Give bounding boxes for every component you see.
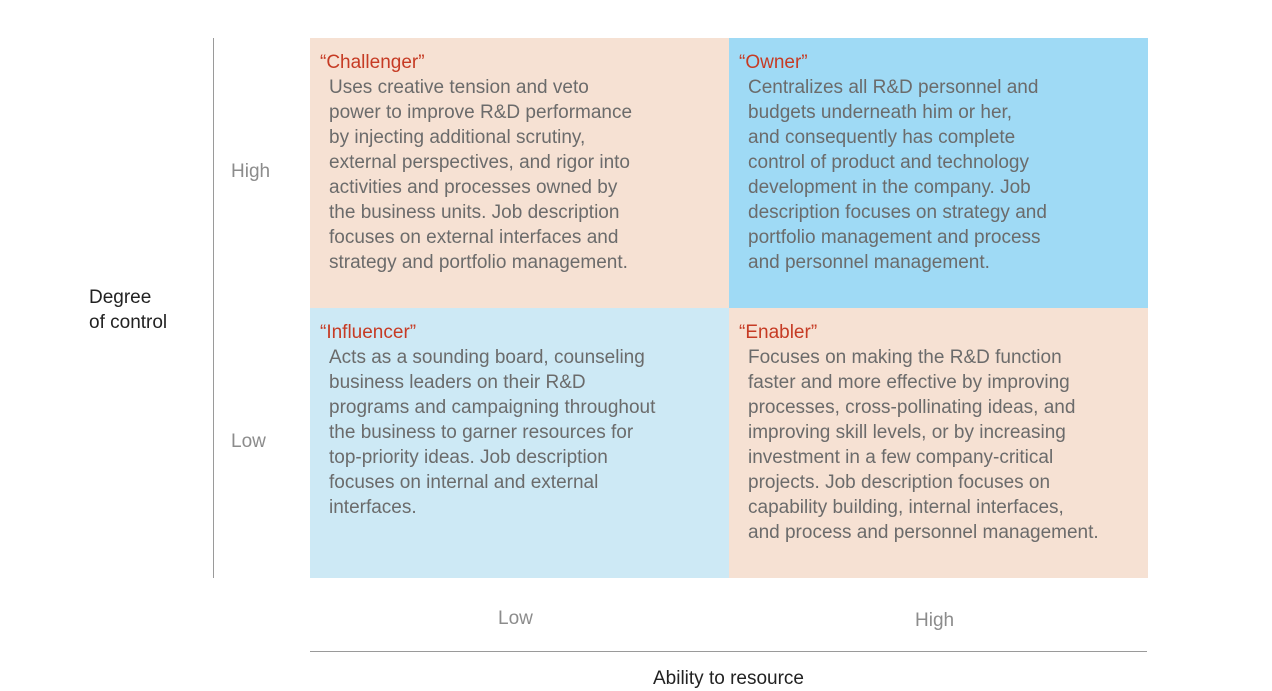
y-axis-title-line1: Degree — [89, 287, 152, 308]
y-tick-high: High — [231, 161, 271, 182]
quadrant-title: “Owner” — [739, 52, 808, 73]
quadrant-enabler — [729, 308, 1148, 578]
y-axis-title-line2: of control — [89, 312, 168, 333]
y-axis-line — [213, 38, 214, 578]
quadrant-owner — [729, 38, 1148, 308]
quadrant-description: Focuses on making the R&D function faster and more effective by improving processes, cross-pollinating ideas, and improving skill levels, or by increasing investment in a few company-critical projects. Job description focuses on capability building, internal interfaces, and process and personnel management. — [748, 347, 1099, 543]
quadrant-title: “Challenger” — [320, 52, 425, 73]
quadrant-description: Acts as a sounding board, counseling business leaders on their R&D programs and campaigning throughout the business to garner resources for top-priority ideas. Job description focuses on internal and external interfaces. — [329, 347, 656, 518]
x-axis-title: Ability to resource — [652, 668, 804, 689]
y-tick-low: Low — [231, 431, 266, 452]
x-tick-high: High — [915, 610, 955, 631]
quadrant-challenger — [310, 38, 729, 308]
quadrant-title: “Enabler” — [739, 322, 818, 343]
x-axis-line — [310, 651, 1147, 652]
quadrant-title: “Influencer” — [320, 322, 417, 343]
quadrant-description: Uses creative tension and veto power to improve R&D performance by injecting additional scrutiny, external perspectives, and rigor into activities and processes owned by the business units. Job description focuses on external interfaces and strategy and portfolio management. — [329, 77, 633, 273]
y-axis-title — [89, 285, 167, 335]
quadrant-influencer — [310, 308, 729, 578]
x-tick-low: Low — [498, 608, 533, 629]
quadrant-description: Centralizes all R&D personnel and budgets underneath him or her, and consequently has complete control of product and technology development in the company. Job description focuses on strategy and portfolio management and process and personnel management. — [748, 77, 1047, 273]
